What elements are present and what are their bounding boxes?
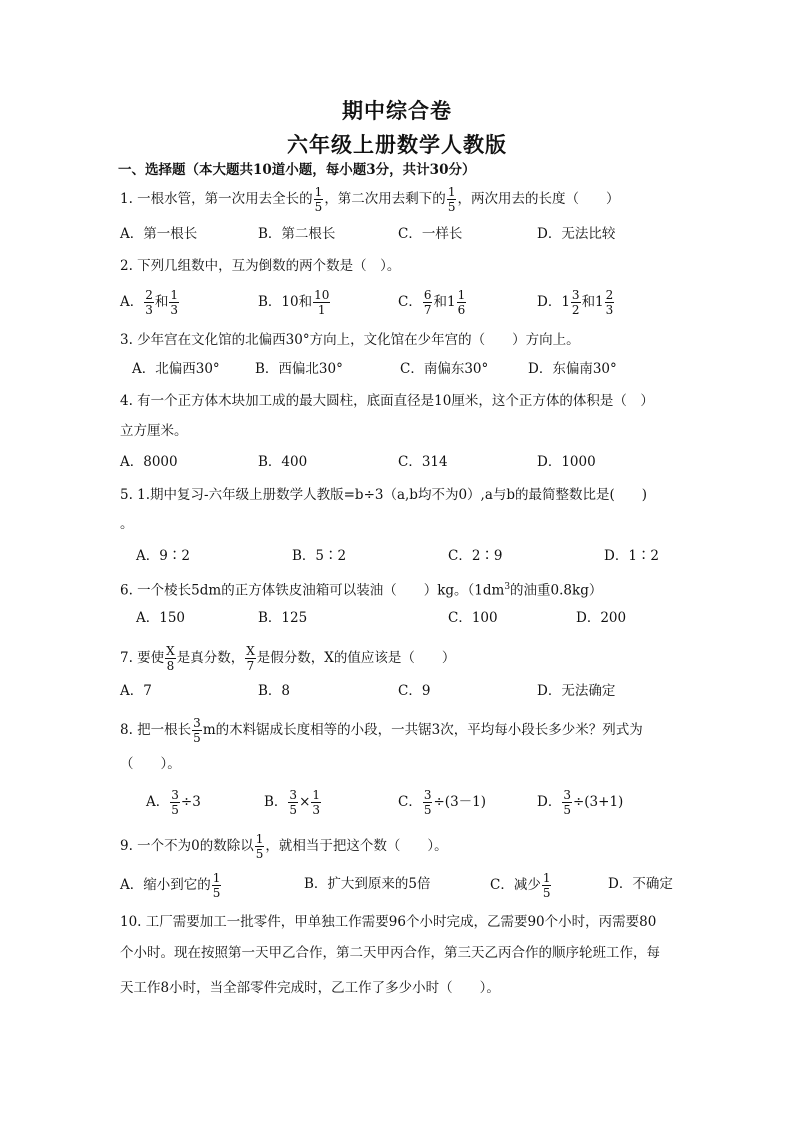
page-title: 期中综合卷 bbox=[342, 98, 452, 123]
question-4-cont: 立方厘米。 bbox=[120, 423, 188, 439]
option-b[interactable]: B．400 bbox=[258, 454, 308, 470]
option-a[interactable]: A．8000 bbox=[120, 454, 178, 470]
question-6: 6. 一个棱长5dm的正方体铁皮油箱可以装油（ ）kg。（$1dm^3$的油重0.8kg） bbox=[120, 582, 603, 599]
option-d[interactable]: D．无法比较 bbox=[537, 226, 616, 242]
option-b[interactable]: B．第二根长 bbox=[258, 226, 336, 242]
option-b[interactable]: B．西偏北30° bbox=[255, 361, 343, 377]
option-c[interactable]: C． $\frac{6}{7}$ 和1 $\frac{1}{6}$ bbox=[398, 288, 466, 317]
option-b[interactable]: B．扩大到原来的5倍 bbox=[304, 876, 431, 892]
question-7: 7. 要使 $\frac{X}{8}$ 是真分数， $\frac{X}{7}$ 是假分数，X的值应该是（ ） bbox=[120, 644, 456, 673]
option-d[interactable]: D．1 $\frac{3}{2}$ 和1 $\frac{2}{3}$ bbox=[537, 288, 614, 317]
option-d[interactable]: D．1000 bbox=[537, 454, 596, 470]
question-4: 4. 有一个正方体木块加工成的最大圆柱，底面直径是10厘米，这个正方体的体积是（ ） bbox=[120, 393, 654, 409]
page-subtitle: 六年级上册数学人教版 bbox=[287, 132, 507, 157]
question-4-options bbox=[0, 450, 794, 474]
question-1-options bbox=[0, 222, 794, 246]
question-10-cont-2: 天工作8小时，当全部零件完成时，乙工作了多少小时（ ）。 bbox=[120, 980, 500, 996]
option-a[interactable]: A． $\frac{3}{5}$ ÷3 bbox=[146, 788, 201, 817]
fraction: $\frac{1}{5}$ bbox=[314, 185, 323, 214]
option-b[interactable]: B．125 bbox=[258, 610, 308, 626]
fraction: $\frac{1}{5}$ bbox=[255, 832, 264, 861]
option-c[interactable]: C．一样长 bbox=[398, 226, 463, 242]
option-d[interactable]: D．不确定 bbox=[608, 876, 673, 892]
option-a[interactable]: A．北偏西30° bbox=[132, 361, 220, 377]
question-8: 8. 把一根长 $\frac{3}{5}$ m的木料锯成长度相等的小段，一共锯3次，平均每小段长多少米？列式为 bbox=[120, 716, 643, 745]
fraction: $\frac{3}{5}$ bbox=[193, 716, 201, 745]
question-2-options bbox=[0, 288, 794, 317]
question-5-cont: 。 bbox=[120, 516, 134, 532]
option-a[interactable]: A．7 bbox=[120, 683, 152, 699]
question-5-options bbox=[0, 544, 794, 568]
option-c[interactable]: C．9 bbox=[398, 683, 431, 699]
option-b[interactable]: B．5∶2 bbox=[292, 548, 347, 564]
option-d[interactable]: D．无法确定 bbox=[537, 683, 616, 699]
option-c[interactable]: C．减少 $\frac{1}{5}$ bbox=[490, 871, 551, 900]
option-d[interactable]: D．1∶2 bbox=[604, 548, 660, 564]
option-a[interactable]: A．第一根长 bbox=[120, 226, 198, 242]
question-8-options bbox=[0, 788, 794, 817]
question-3-options bbox=[0, 357, 794, 381]
option-d[interactable]: D． $\frac{3}{5}$ ÷(3+1) bbox=[537, 788, 624, 817]
option-d[interactable]: D．东偏南30° bbox=[528, 361, 617, 377]
option-a[interactable]: A．缩小到它的 $\frac{1}{5}$ bbox=[120, 871, 221, 900]
option-c[interactable]: C．314 bbox=[398, 454, 448, 470]
option-a[interactable]: A．150 bbox=[136, 610, 186, 626]
fraction: $\frac{X}{8}$ bbox=[166, 644, 175, 673]
option-a[interactable]: A．9∶2 bbox=[136, 548, 190, 564]
option-b[interactable]: B． $\frac{3}{5}$ × $\frac{1}{3}$ bbox=[264, 788, 321, 817]
question-7-options bbox=[0, 679, 794, 703]
option-c[interactable]: C． $\frac{3}{5}$ ÷(3－1) bbox=[398, 788, 487, 817]
option-c[interactable]: C．南偏东30° bbox=[400, 361, 489, 377]
question-3: 3. 少年宫在文化馆的北偏西30°方向上，文化馆在少年宫的（ ）方向上。 bbox=[120, 332, 580, 348]
question-10: 10. 工厂需要加工一批零件，甲单独工作需要96个小时完成，乙需要90个小时，丙需要80 bbox=[120, 914, 657, 930]
option-d[interactable]: D．200 bbox=[576, 610, 627, 626]
option-a[interactable]: A． $\frac{2}{3}$ 和 $\frac{1}{3}$ bbox=[120, 288, 179, 317]
question-9: 9. 一个不为0的数除以 $\frac{1}{5}$ ，就相当于把这个数（ ）。 bbox=[120, 832, 448, 861]
option-b[interactable]: B．8 bbox=[258, 683, 291, 699]
question-6-options bbox=[0, 606, 794, 630]
fraction: $\frac{1}{5}$ bbox=[447, 185, 456, 214]
question-10-cont-1: 个小时。现在按照第一天甲乙合作，第二天甲丙合作，第三天乙丙合作的顺序轮班工作，每 bbox=[120, 945, 660, 961]
question-1: 1. 一根水管，第一次用去全长的 $\frac{1}{5}$ ，第二次用去剩下的 $\frac{1}{5}$ ，两次用去的长度（ ） bbox=[120, 185, 620, 214]
question-9-options bbox=[0, 871, 794, 900]
option-c[interactable]: C．100 bbox=[448, 610, 498, 626]
question-8-cont: （ ）。 bbox=[120, 756, 181, 772]
question-5: 5. 1.期中复习-六年级上册数学人教版=b÷3（a,b均不为0）,a与b的最简整数比是( ) bbox=[120, 487, 648, 503]
section-heading: 一、选择题（本大题共10道小题，每小题3分，共计30分） bbox=[118, 162, 476, 178]
option-c[interactable]: C．2∶9 bbox=[448, 548, 503, 564]
fraction: $\frac{X}{7}$ bbox=[246, 644, 255, 673]
option-b[interactable]: B．10和 $\frac{10}{1}$ bbox=[258, 288, 330, 317]
question-2: 2. 下列几组数中，互为倒数的两个数是（ ）。 bbox=[120, 258, 401, 274]
